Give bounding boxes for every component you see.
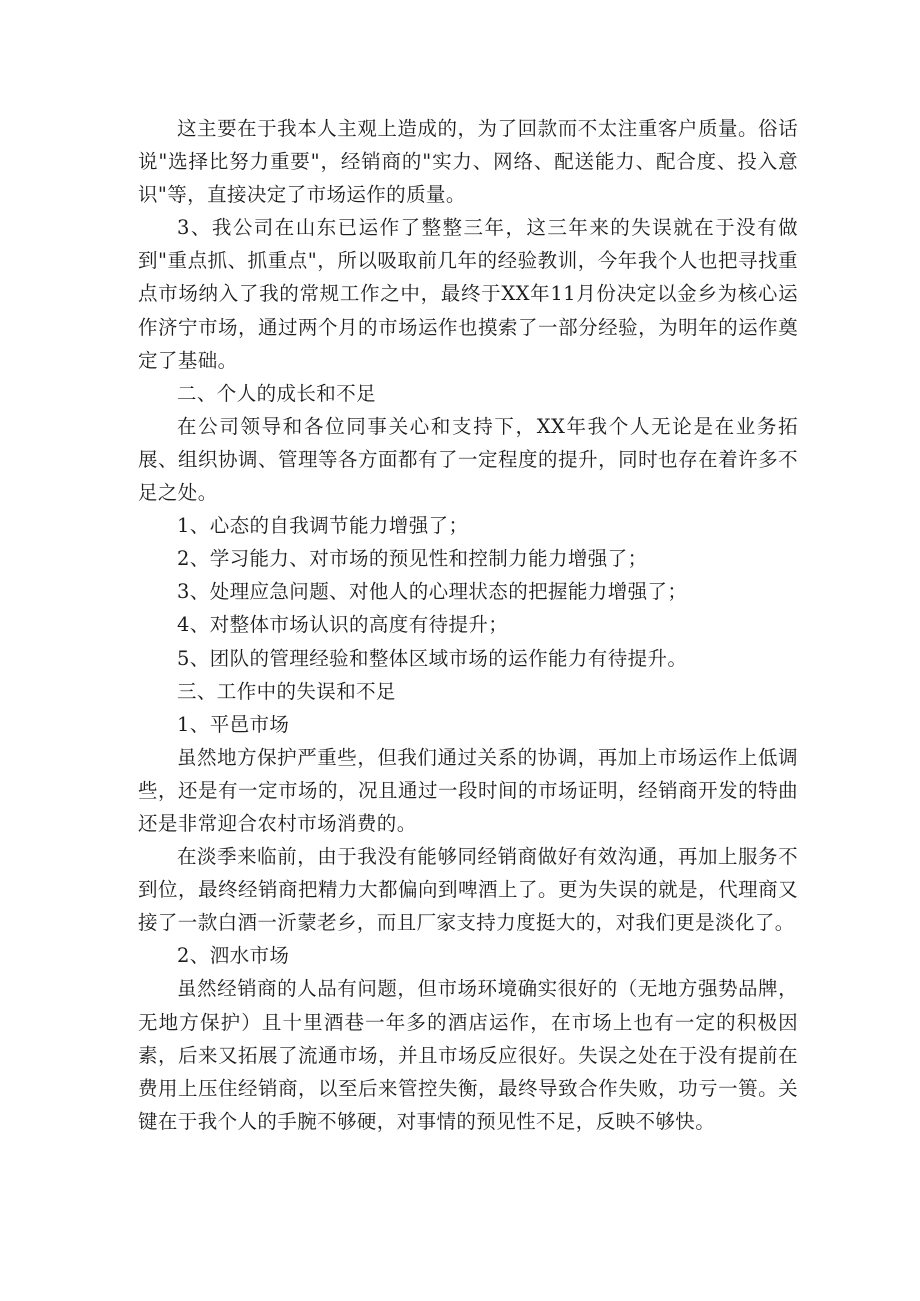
list-item-growth-3: 3、处理应急问题、对他人的心理状态的把握能力增强了； bbox=[177, 580, 688, 604]
subheading-pingyi-market: 1、平邑市场 bbox=[177, 712, 290, 736]
paragraph-sishui: 虽然经销商的人品有问题，但市场环境确实很好的（无地方强势品牌，无地方保护）且十里酒巷一年多的酒店运作，在市场上也有一定的积极因素，后来又拓展了流通市场，并且市场反应很好。失误之处在于没有提前在费用上压住经销商，以至后来管控失衡，最终导致合作失败，功亏一篑。关键在于我个人的手腕不够硬，对事情的预见性不足，反映不够快。 bbox=[138, 977, 798, 1133]
paragraph-growth-intro: 在公司领导和各位同事关心和支持下，XX年我个人无论是在业务拓展、组织协调、管理等各方面都有了一定程度的提升，同时也存在着许多不足之处。 bbox=[138, 414, 798, 505]
list-item-growth-1: 1、心态的自我调节能力增强了； bbox=[177, 514, 469, 538]
subheading-sishui-market: 2、泗水市场 bbox=[177, 944, 290, 968]
list-item-growth-5: 5、团队的管理经验和整体区域市场的运作能力有待提升。 bbox=[177, 646, 688, 670]
paragraph-shandong-three-years: 3、我公司在山东已运作了整整三年，这三年来的失误就在于没有做到"重点抓、抓重点"，所以吸取前几年的经验教训，今年我个人也把寻找重点市场纳入了我的常规工作之中，最终于XX年11月份决定以金乡为核心运作济宁市场，通过两个月的市场运作也摸索了一部分经验，为明年的运作奠定了基础。 bbox=[138, 216, 798, 372]
paragraph-pingyi-2: 在淡季来临前，由于我没有能够同经销商做好有效沟通，再加上服务不到位，最终经销商把精力大都偏向到啤酒上了。更为失误的就是，代理商又接了一款白酒一沂蒙老乡，而且厂家支持力度挺大的，对我们更是淡化了。 bbox=[138, 845, 798, 935]
paragraph-customer-quality: 这主要在于我本人主观上造成的，为了回款而不太注重客户质量。俗话说"选择比努力重要"，经销商的"实力、网络、配送能力、配合度、投入意识"等，直接决定了市场运作的质量。 bbox=[138, 117, 798, 207]
list-item-growth-4: 4、对整体市场认识的高度有待提升； bbox=[177, 613, 509, 637]
section-heading-growth: 二、个人的成长和不足 bbox=[177, 381, 377, 405]
paragraph-pingyi-1: 虽然地方保护严重些，但我们通过关系的协调，再加上市场运作上低调些，还是有一定市场的，况且通过一段时间的市场证明，经销商开发的特曲还是非常迎合农村市场消费的。 bbox=[138, 745, 798, 835]
document-body bbox=[138, 112, 798, 1138]
list-item-growth-2: 2、学习能力、对市场的预见性和控制力能力增强了； bbox=[177, 547, 648, 571]
section-heading-mistakes: 三、工作中的失误和不足 bbox=[177, 679, 396, 703]
